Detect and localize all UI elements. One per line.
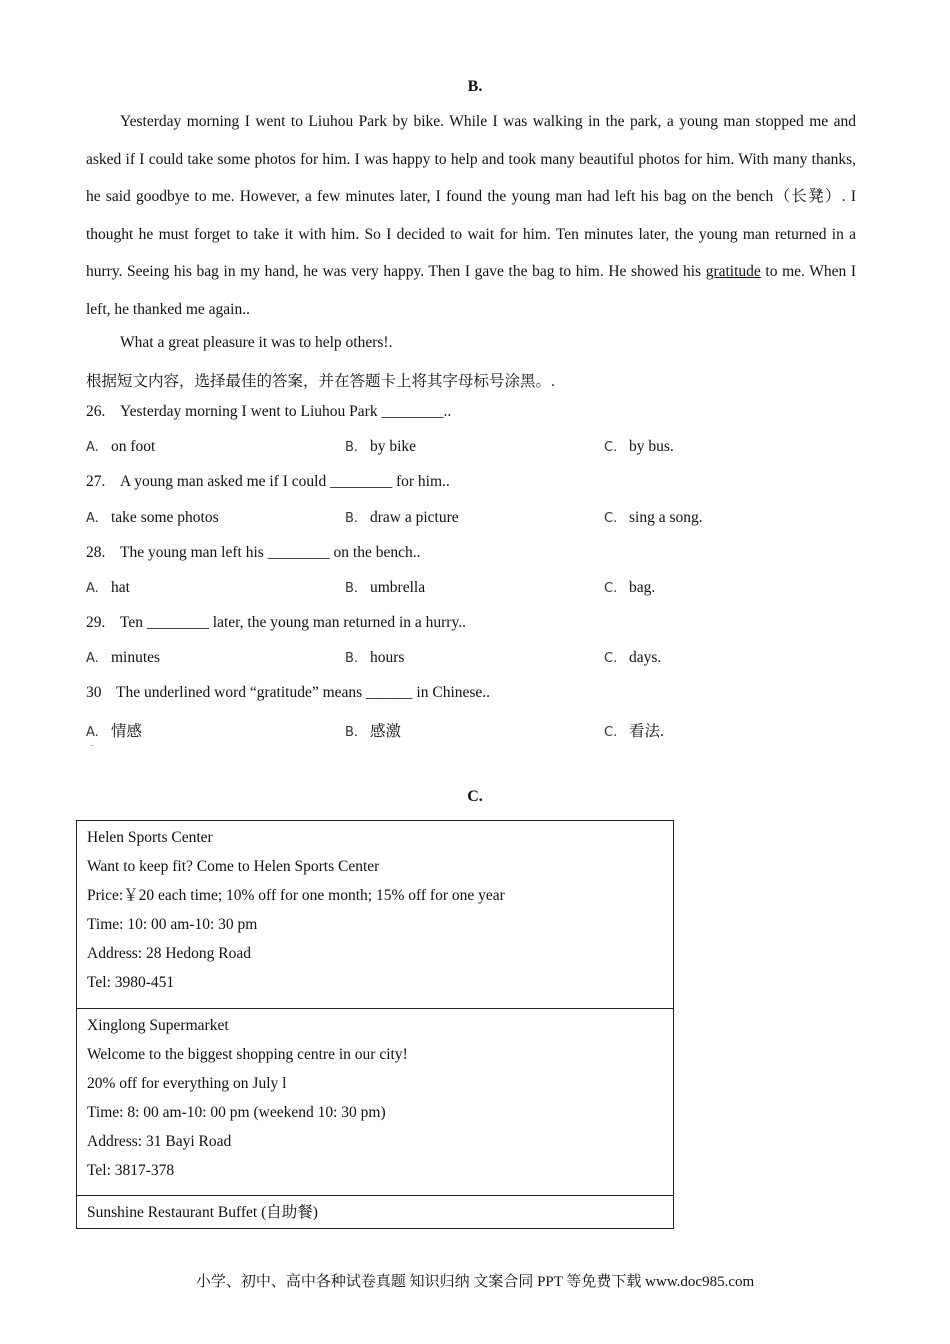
option-30-b[interactable]: [345, 719, 401, 741]
question-text: Yesterday morning I went to Liuhou Park ________..: [120, 403, 452, 420]
option-30-c[interactable]: [604, 719, 664, 741]
option-30-a[interactable]: [86, 719, 142, 741]
option-text: umbrella: [370, 579, 426, 596]
option-letter: B.: [345, 581, 359, 596]
paragraph-mark: ˘: [90, 744, 94, 755]
option-29-c[interactable]: [604, 649, 661, 667]
question-28: [86, 544, 420, 562]
ad-line: Xinglong Supermarket: [87, 1017, 229, 1034]
option-27-c[interactable]: [604, 509, 703, 527]
option-letter: B.: [345, 511, 359, 526]
option-text: 感激: [370, 723, 402, 740]
question-number: 29.: [86, 614, 106, 631]
question-26: [86, 403, 451, 421]
option-26-b[interactable]: [345, 438, 416, 456]
ad-sunshine-restaurant: [77, 1195, 673, 1228]
question-text: A young man asked me if I could ________ for him..: [120, 473, 450, 490]
question-text: The underlined word “gratitude” means ______ in Chinese..: [116, 684, 491, 701]
option-29-b[interactable]: [345, 649, 404, 667]
option-text: by bus.: [629, 438, 674, 455]
option-letter: A.: [86, 651, 99, 666]
option-letter: A.: [86, 581, 99, 596]
option-text: sing a song.: [629, 509, 703, 526]
option-29-a[interactable]: [86, 649, 160, 667]
ad-xinglong-supermarket: [77, 1008, 673, 1195]
ad-line: Time: 10: 00 am-10: 30 pm: [87, 916, 258, 933]
passage-text-part2: to me. When I left, he thanked me again..: [86, 263, 857, 318]
question-30: [86, 684, 490, 702]
passage-closing: What a great pleasure it was to help others!.: [120, 334, 393, 351]
option-text: bag.: [629, 579, 656, 596]
option-letter: B.: [345, 440, 359, 455]
option-28-a[interactable]: [86, 579, 130, 597]
question-number: 28.: [86, 544, 106, 561]
option-text: 看法.: [629, 723, 664, 740]
passage-b: [86, 103, 856, 328]
ad-line: Tel: 3980-451: [87, 974, 175, 991]
ad-line: 20% off for everything on July l: [87, 1075, 287, 1092]
option-letter: A.: [86, 511, 99, 526]
question-number: 27.: [86, 473, 106, 490]
option-text: minutes: [111, 649, 161, 666]
question-text: Ten ________ later, the young man returned in a hurry..: [120, 614, 466, 631]
ad-line: Want to keep fit? Come to Helen Sports Center: [87, 858, 380, 875]
ad-line: Time: 8: 00 am-10: 00 pm (weekend 10: 30 pm): [87, 1104, 386, 1121]
option-28-b[interactable]: [345, 579, 425, 597]
ad-line: Address: 31 Bayi Road: [87, 1133, 232, 1150]
passage-text-part1: Yesterday morning I went to Liuhou Park by bike. While I was walking in the park, a young man stopped me and asked if I could take some photos for him. I was happy to help and took many beautiful photos for him. With many thanks, he said goodbye to me. However, a few minutes later, I found the young man had left his bag on the bench（长凳）. I thought he must forget to take it with him. So I decided to wait for him. Ten minutes later, the young man returned in a hurry. Seeing his bag in my hand, he was very happy. Then I gave the bag to him. He showed his: [86, 113, 856, 280]
question-number: 30: [86, 684, 102, 701]
option-text: by bike: [370, 438, 417, 455]
option-text: hat: [111, 579, 130, 596]
question-29: [86, 614, 466, 632]
ad-line: Tel: 3817-378: [87, 1162, 175, 1179]
ad-line: Sunshine Restaurant Buffet (自助餐): [87, 1204, 318, 1221]
option-letter: B.: [345, 725, 359, 740]
section-b-heading: B.: [467, 78, 483, 95]
option-letter: A.: [86, 440, 99, 455]
page-footer: 小学、初中、高中各种试卷真题 知识归纳 文案合同 PPT 等免费下载 www.doc985.com: [195, 1274, 755, 1290]
option-27-a[interactable]: [86, 509, 219, 527]
option-letter: B.: [345, 651, 359, 666]
option-27-b[interactable]: [345, 509, 459, 527]
instruction-text: 根据短文内容，选择最佳的答案，并在答题卡上将其字母标号涂黑。.: [86, 373, 555, 390]
ad-helen-sports-center: [77, 821, 673, 1008]
option-letter: C.: [604, 511, 618, 526]
option-28-c[interactable]: [604, 579, 655, 597]
section-c-heading: C.: [467, 788, 483, 805]
option-letter: C.: [604, 440, 618, 455]
option-letter: C.: [604, 725, 618, 740]
question-number: 26.: [86, 403, 106, 420]
option-letter: A.: [86, 725, 99, 740]
option-text: take some photos: [111, 509, 219, 526]
ad-line: Address: 28 Hedong Road: [87, 945, 252, 962]
question-text: The young man left his ________ on the bench..: [120, 544, 421, 561]
option-letter: C.: [604, 581, 618, 596]
option-text: 情感: [111, 723, 143, 740]
option-text: draw a picture: [370, 509, 459, 526]
option-letter: C.: [604, 651, 618, 666]
option-text: on foot: [111, 438, 156, 455]
question-27: [86, 473, 450, 491]
option-26-c[interactable]: [604, 438, 674, 456]
underlined-word: gratitude: [705, 263, 761, 280]
ads-table: [76, 820, 674, 1229]
ad-line: Price:￥20 each time; 10% off for one month; 15% off for one year: [87, 887, 505, 904]
ad-line: Welcome to the biggest shopping centre in our city!: [87, 1046, 408, 1063]
option-26-a[interactable]: [86, 438, 155, 456]
ad-line: Helen Sports Center: [87, 829, 213, 846]
option-text: days.: [629, 649, 662, 666]
option-text: hours: [370, 649, 405, 666]
